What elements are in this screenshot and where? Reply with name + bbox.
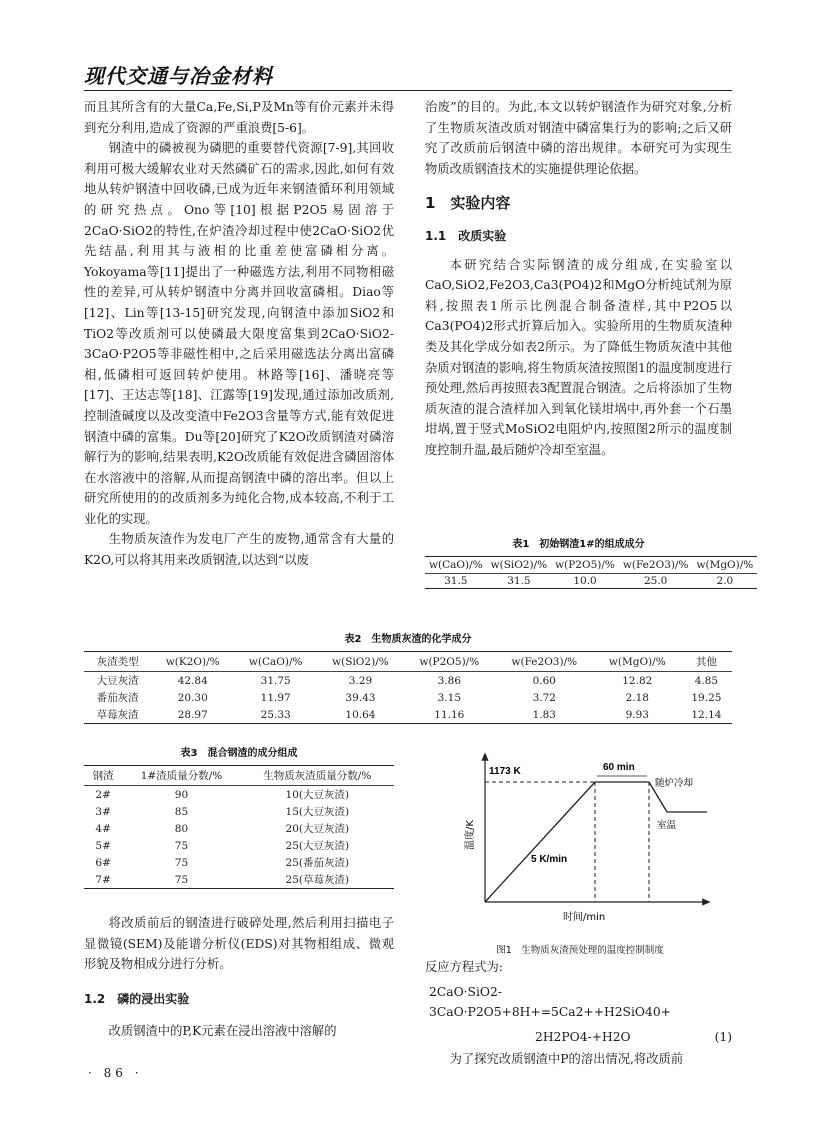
t2-header: w(P2O5)/% — [404, 652, 495, 672]
t1-cell: 25.0 — [643, 575, 668, 587]
table-1-caption: 表1 初始钢渣1#的组成成分 — [512, 539, 645, 550]
t3-cell: 10(大豆灰渣) — [285, 789, 350, 801]
t2-cell: 31.75 — [260, 674, 291, 687]
t2-cell: 1.83 — [532, 708, 556, 721]
t2-cell: 10.64 — [345, 708, 376, 721]
journal-logo: 现代交通与冶金材料 — [84, 64, 273, 88]
right-para-6: 为了探究改质钢渣中P的溶出情况,将改质前 — [449, 1051, 684, 1066]
t3-cell: 7# — [95, 873, 111, 886]
temperature-profile-diagram — [445, 752, 715, 942]
heating-ramp — [485, 782, 595, 902]
right-para-1: 治废”的目的。为此,本文以转炉钢渣作为研究对象,分析了生物质灰渣改质对钢渣中磷富集行为的影响;之后又研究了改质前后钢渣中磷的溶出规律。本研究可为实现生物质改质钢渣技术的实施提供理论依据。 — [425, 100, 732, 176]
table-row — [84, 706, 732, 724]
t2-cell: 3.15 — [437, 691, 462, 704]
t2-cell: 19.25 — [691, 691, 722, 704]
t2-cell: 番茄灰渣 — [96, 692, 139, 704]
t3-cell: 25(草莓灰渣) — [285, 874, 350, 886]
t2-header: 灰渣类型 — [84, 652, 151, 672]
t2-cell: 20.30 — [177, 691, 208, 704]
t3-cell: 6# — [95, 856, 111, 869]
t3-cell: 5# — [95, 839, 111, 852]
table-row — [84, 820, 394, 837]
t3-cell: 80 — [174, 822, 189, 835]
left-para-5: 改质钢渣中的P,K元素在浸出溶液中溶解的 — [108, 1024, 337, 1039]
equation-line-2: 2H2PO4-+H2O — [535, 1029, 631, 1044]
figure-1-caption: 图1 生物质灰渣预处理的温度控制制度 — [496, 945, 664, 956]
left-column — [84, 97, 394, 571]
t3-cell: 85 — [174, 805, 189, 818]
t2-cell: 12.82 — [622, 674, 653, 687]
t2-cell: 3.72 — [532, 691, 556, 704]
t2-cell: 11.97 — [260, 691, 291, 704]
t2-cell: 11.16 — [434, 708, 465, 721]
equation-line-1: 2CaO·SiO2-3CaO·P2O5+8H+=5Ca2++H2SiO40+ — [429, 984, 671, 1020]
page-number: · 86 · — [88, 1066, 143, 1080]
t3-cell: 25(番茄灰渣) — [285, 857, 350, 869]
figure-1 — [445, 752, 715, 956]
t3-cell: 2# — [95, 788, 111, 801]
t1-cell: 10.0 — [573, 575, 597, 587]
t2-cell: 大豆灰渣 — [96, 675, 139, 687]
table-row — [84, 689, 732, 706]
subsection-heading-1-1: 1.1 改质实验 — [425, 228, 507, 243]
t2-header: w(K2O)/% — [151, 652, 234, 672]
t3-cell: 75 — [174, 839, 189, 852]
table-row — [84, 803, 394, 820]
t2-header: w(Fe2O3)/% — [495, 652, 594, 672]
t2-cell: 3.86 — [437, 674, 462, 687]
table-row — [84, 837, 394, 854]
t2-cell: 9.93 — [625, 708, 649, 721]
table-2-caption: 表2 生物质灰渣的化学成分 — [344, 634, 472, 645]
x-axis-label: 时间/min — [563, 912, 606, 923]
t1-header: w(CaO)/% — [425, 557, 487, 574]
y-axis-label: 温度/K — [465, 820, 476, 850]
t2-header: w(MgO)/% — [594, 652, 681, 672]
t2-cell: 草莓灰渣 — [96, 709, 139, 721]
t2-cell: 4.85 — [694, 674, 719, 687]
t3-cell: 15(大豆灰渣) — [285, 806, 350, 818]
t1-header: w(SiO2)/% — [487, 557, 552, 574]
right-para-2: 本研究结合实际钢渣的成分组成,在实验室以CaO,SiO2,Fe2O3,Ca3(PO4)2和MgO分析纯试剂为原料,按照表1所示比例混合制备渣样,其中P2O5以Ca3(PO4)2形式折算后加入。实验所用的生物质灰渣种类及其化学成分如表2所示。为了降低生物质灰渣中其他杂质对钢渣的影响,将生物质灰渣按照图1的温度制度进行预处理,然后再按照表3配置混合钢渣。之后将添加了生物质灰渣的混合渣样加入到氧化镁坩埚中,再外套一个石墨坩埚,置于竖式MoSiO2电阻炉内,按照图2所示的温度制度控制升温,最后随炉冷却至室温。 — [425, 257, 732, 457]
left-column-lower — [84, 913, 394, 1042]
table-row — [84, 672, 732, 690]
t1-cell: 31.5 — [507, 575, 531, 587]
t2-header: w(SiO2)/% — [317, 652, 404, 672]
table-3 — [84, 744, 394, 889]
t2-header: 其他 — [681, 652, 732, 672]
table-row — [84, 786, 394, 804]
t3-cell: 90 — [174, 788, 189, 801]
t3-header: 生物质灰渣质量分数/% — [241, 766, 394, 786]
table-1 — [425, 535, 754, 589]
t2-cell: 42.84 — [177, 674, 208, 687]
left-para-1: 而且其所含有的大量Ca,Fe,Si,P及Mn等有价元素并未得到充分利用,造成了资源的严重浪费[5-6]。 — [84, 100, 394, 135]
t1-header: w(P2O5)/% — [551, 557, 619, 574]
table-3-caption: 表3 混合钢渣的成分组成 — [180, 748, 298, 759]
table-row — [84, 854, 394, 871]
label-furnace-cool: 随炉冷却 — [655, 778, 694, 789]
t2-cell: 25.33 — [260, 708, 291, 721]
t3-cell: 75 — [174, 873, 189, 886]
t3-header: 1#渣质量分数/% — [122, 766, 240, 786]
table-2 — [84, 630, 732, 724]
t3-cell: 4# — [95, 822, 111, 835]
t2-cell: 39.43 — [345, 691, 376, 704]
equation-intro: 反应方程式为: — [425, 960, 503, 974]
t2-cell: 12.14 — [691, 708, 722, 721]
right-column-lower — [425, 957, 732, 1069]
t1-header: w(MgO)/% — [692, 557, 757, 574]
subsection-heading-1-2: 1.2 磷的浸出实验 — [84, 991, 190, 1006]
header-rule — [84, 90, 732, 91]
equation-number: (1) — [714, 1029, 732, 1044]
section-heading-1: 1 实验内容 — [425, 194, 511, 213]
label-60min: 60 min — [603, 762, 635, 773]
t3-cell: 20(大豆灰渣) — [285, 823, 350, 835]
t1-cell: 31.5 — [444, 575, 468, 587]
left-para-3: 生物质灰渣作为发电厂产生的废物,通常含有大量的K2O,可以将其用来改质钢渣,以达到“以废 — [84, 532, 394, 568]
t2-cell: 0.60 — [532, 674, 556, 687]
t3-cell: 25(大豆灰渣) — [285, 840, 350, 852]
left-para-2: 钢渣中的磷被视为磷肥的重要替代资源[7-9],其回收利用可极大缓解农业对天然磷矿石的需求,因此,如何有效地从转炉钢渣中回收磷,已成为近年来钢渣循环利用领域的研究热点。Ono等[10]根据P2O5易固溶于2CaO·SiO2的特性,在炉渣冷却过程中使2CaO·SiO2优先结晶,利用其与液相的比重差使富磷相分离。Yokoyama等[11]提出了一种磁选方法,利用不同物相磁性的差异,可从转炉钢渣中分离并回收富磷相。Diao等[12]、Lin等[13-15]研究发现,向钢渣中添加SiO2和TiO2等改质剂可以使磷最大限度富集到2CaO·SiO2-3CaO·P2O5等非磁性相中,之后采用磁选法分离出富磷相,低磷相可返回转炉使用。林路等[16]、潘晓亮等[17]、王达志等[18]、江露等[19]发现,通过添加改质剂,控制渣碱度以及改变渣中Fe2O3含量等方式,能有效促进钢渣中磷的富集。Du等[20]研究了K2O改质钢渣对磷溶解行为的影响,结果表明,K2O改质能有效促进含磷固溶体在水溶液中的溶解,从而提高钢渣中磷的溶出率。但以上研究所使用的的改质剂多为纯化合物,成本较高,不利于工业化的实现。 — [84, 141, 394, 526]
t1-header: w(Fe2O3)/% — [619, 557, 693, 574]
t2-cell: 2.18 — [625, 691, 649, 704]
table-row — [84, 871, 394, 889]
t2-header: w(CaO)/% — [234, 652, 317, 672]
t2-cell: 28.97 — [177, 708, 208, 721]
t3-header: 钢渣 — [84, 766, 122, 786]
t2-cell: 3.29 — [348, 674, 373, 687]
label-1173k: 1173 K — [489, 766, 521, 777]
label-rate: 5 K/min — [531, 854, 568, 865]
label-room-temp: 室温 — [657, 820, 677, 831]
left-para-4: 将改质前后的钢渣进行破碎处理,然后利用扫描电子显微镜(SEM)及能谱分析仪(EDS)对其物相组成、微观形貌及物相成分进行分析。 — [84, 916, 394, 972]
t3-cell: 75 — [174, 856, 189, 869]
right-column — [425, 97, 732, 461]
t3-cell: 3# — [95, 805, 111, 818]
t1-cell: 2.0 — [716, 575, 734, 587]
